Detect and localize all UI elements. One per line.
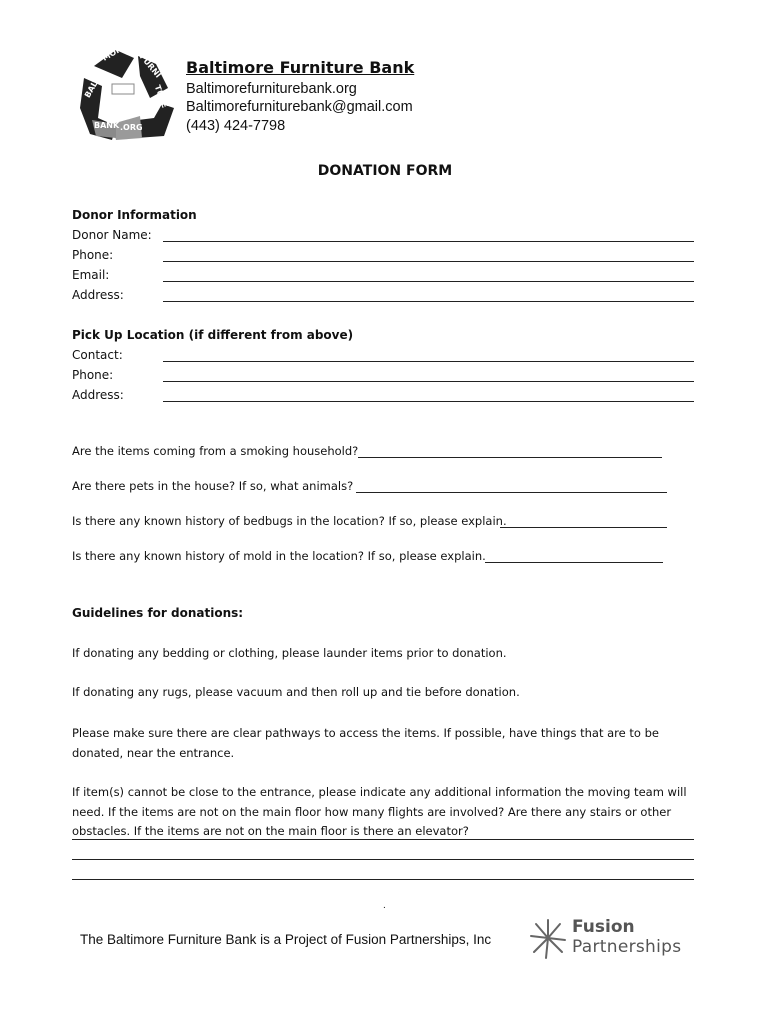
smoking-answer-field[interactable] [358, 457, 662, 458]
mold-answer-field[interactable] [485, 562, 663, 563]
logo-text-bank: BANK [94, 121, 120, 130]
additional-info-line-3[interactable] [72, 879, 694, 880]
donor-name-field[interactable] [163, 241, 694, 242]
smoking-question: Are the items coming from a smoking household? [72, 444, 359, 458]
org-website[interactable]: Baltimorefurniturebank.org [186, 81, 357, 97]
org-name: Baltimore Furniture Bank [186, 58, 415, 77]
logo-text-more: MORE [100, 46, 129, 63]
logo-text-org: .ORG [120, 123, 143, 132]
logo-text-furni: FURNI [137, 52, 163, 80]
guideline-entrance: If item(s) cannot be close to the entrance, please indicate any additional information the moving team will need. If the items are not on the main floor how many flights are involved? Are there any stairs or other obstacles. If the items are not on the main floor is there an elevator? [72, 785, 687, 838]
form-title: DONATION FORM [317, 163, 453, 179]
pickup-heading: Pick Up Location (if different from above) [72, 328, 354, 342]
logo-text-balti: BALTI [82, 73, 103, 100]
recycle-logo [76, 46, 176, 142]
additional-info-line-1[interactable] [72, 839, 694, 840]
additional-info-line-2[interactable] [72, 859, 694, 860]
pickup-address-field[interactable] [163, 401, 694, 402]
guideline-bedding: If donating any bedding or clothing, please launder items prior to donation. [72, 646, 507, 660]
guidelines-heading: Guidelines for donations: [72, 606, 244, 620]
org-email[interactable]: Baltimorefurniturebank@gmail.com [186, 99, 413, 115]
logo-text-ture: TURE [152, 83, 170, 110]
donor-address-field[interactable] [163, 301, 694, 302]
donor-address-label: Address: [72, 288, 124, 302]
pickup-phone-field[interactable] [163, 381, 694, 382]
pickup-contact-field[interactable] [163, 361, 694, 362]
guideline-pathways: Please make sure there are clear pathways to access the items. If possible, have things that are to be donated, near the entrance. [72, 726, 659, 760]
stray-dot: . [383, 900, 386, 911]
pets-question: Are there pets in the house? If so, what animals? [72, 479, 354, 493]
donor-phone-label: Phone: [72, 248, 114, 262]
pickup-address-label: Address: [72, 388, 124, 402]
footer-note: The Baltimore Furniture Bank is a Project of Fusion Partnerships, Inc [80, 932, 492, 947]
guideline-rugs: If donating any rugs, please vacuum and then roll up and tie before donation. [72, 685, 520, 699]
org-phone: (443) 424-7798 [186, 118, 286, 134]
donor-name-label: Donor Name: [72, 228, 152, 242]
donor-email-label: Email: [72, 268, 110, 282]
mold-question: Is there any known history of mold in the location? If so, please explain. [72, 549, 486, 563]
pickup-contact-label: Contact: [72, 348, 123, 362]
pets-answer-field[interactable] [356, 492, 667, 493]
donor-email-field[interactable] [163, 281, 694, 282]
fusion-brand-line2: Partnerships [572, 937, 682, 957]
fusion-brand-line1: Fusion [572, 917, 635, 937]
bedbugs-answer-field[interactable] [500, 527, 667, 528]
bedbugs-question: Is there any known history of bedbugs in the location? If so, please explain. [72, 514, 507, 528]
donor-info-heading: Donor Information [72, 208, 197, 222]
donor-phone-field[interactable] [163, 261, 694, 262]
fusion-starburst-icon [528, 916, 568, 960]
pickup-phone-label: Phone: [72, 368, 114, 382]
